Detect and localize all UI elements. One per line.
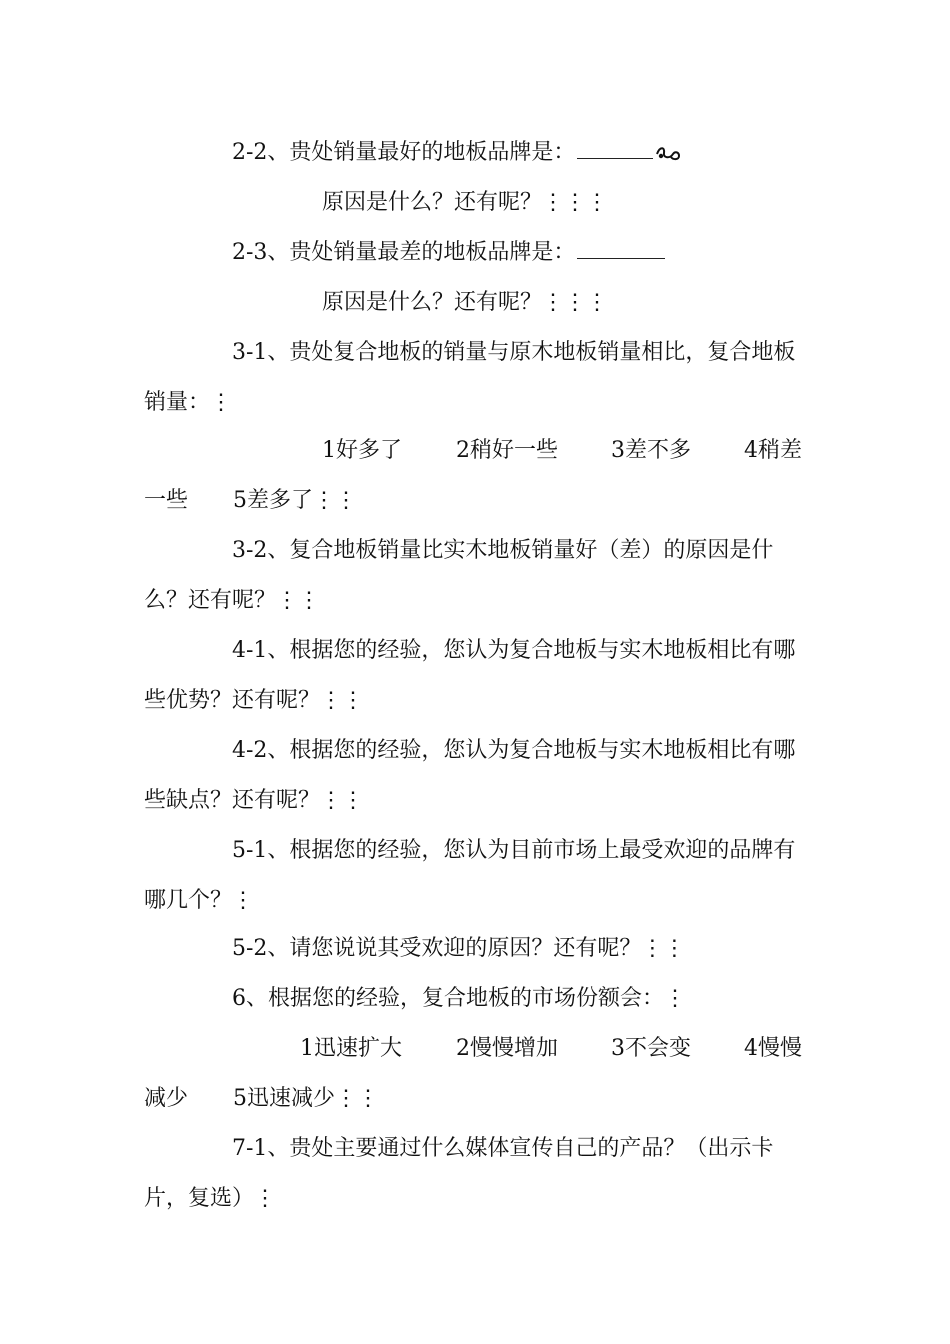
answer-blank-best-brand [577, 138, 653, 159]
answer-blank-worst-brand [577, 238, 665, 259]
q3-1-option-5: 5差多了⋮⋮ [233, 488, 357, 513]
question-4-1-line2: 些优势？还有呢？⋮⋮ [144, 688, 365, 713]
q3-1-option-3: 3差不多 [611, 438, 691, 463]
question-2-3-text: 2-3、贵处销量最差的地板品牌是： [232, 240, 576, 265]
question-6: 6、根据您的经验，复合地板的市场份额会：⋮ [232, 986, 686, 1011]
question-3-1-line1: 3-1、贵处复合地板的销量与原木地板销量相比，复合地板 [232, 340, 796, 365]
q3-1-option-4-cont: 一些 [144, 488, 189, 513]
q6-option-4: 4慢慢 [744, 1036, 802, 1061]
question-3-2-line1: 3-2、复合地板销量比实木地板销量好（差）的原因是什 [232, 538, 774, 563]
question-7-1-line1: 7-1、贵处主要通过什么媒体宣传自己的产品？（出示卡 [232, 1136, 774, 1161]
q6-option-5: 5迅速减少⋮⋮ [233, 1086, 379, 1111]
question-2-2 [232, 138, 681, 168]
q3-1-option-1: 1好多了 [322, 438, 402, 463]
question-2-3 [232, 238, 665, 268]
question-5-2: 5-2、请您说说其受欢迎的原因？还有呢？⋮⋮ [232, 936, 686, 961]
question-3-2-line2: 么？还有呢？⋮⋮ [144, 588, 321, 613]
question-2-2-text: 2-2、贵处销量最好的地板品牌是： [232, 140, 576, 165]
q6-option-4-cont: 减少 [144, 1086, 189, 1111]
question-4-1-line1: 4-1、根据您的经验，您认为复合地板与实木地板相比有哪 [232, 638, 796, 663]
q6-option-1: 1迅速扩大 [300, 1036, 402, 1061]
question-5-1-line1: 5-1、根据您的经验，您认为目前市场上最受欢迎的品牌有 [232, 838, 796, 863]
q6-option-3: 3不会变 [611, 1036, 691, 1061]
question-5-1-line2: 哪几个？⋮ [144, 888, 255, 913]
question-2-2-reason: 原因是什么？还有呢？⋮⋮⋮ [322, 190, 609, 215]
question-4-2-line2: 些缺点？还有呢？⋮⋮ [144, 788, 365, 813]
scribble-mark-icon [655, 144, 681, 162]
question-4-2-line1: 4-2、根据您的经验，您认为复合地板与实木地板相比有哪 [232, 738, 796, 763]
q3-1-option-2: 2稍好一些 [456, 438, 558, 463]
question-3-1-line2: 销量：⋮ [144, 390, 233, 415]
q6-option-2: 2慢慢增加 [456, 1036, 558, 1061]
question-7-1-line2: 片，复选）⋮ [144, 1186, 277, 1211]
question-2-3-reason: 原因是什么？还有呢？⋮⋮⋮ [322, 290, 609, 315]
q3-1-option-4: 4稍差 [744, 438, 802, 463]
